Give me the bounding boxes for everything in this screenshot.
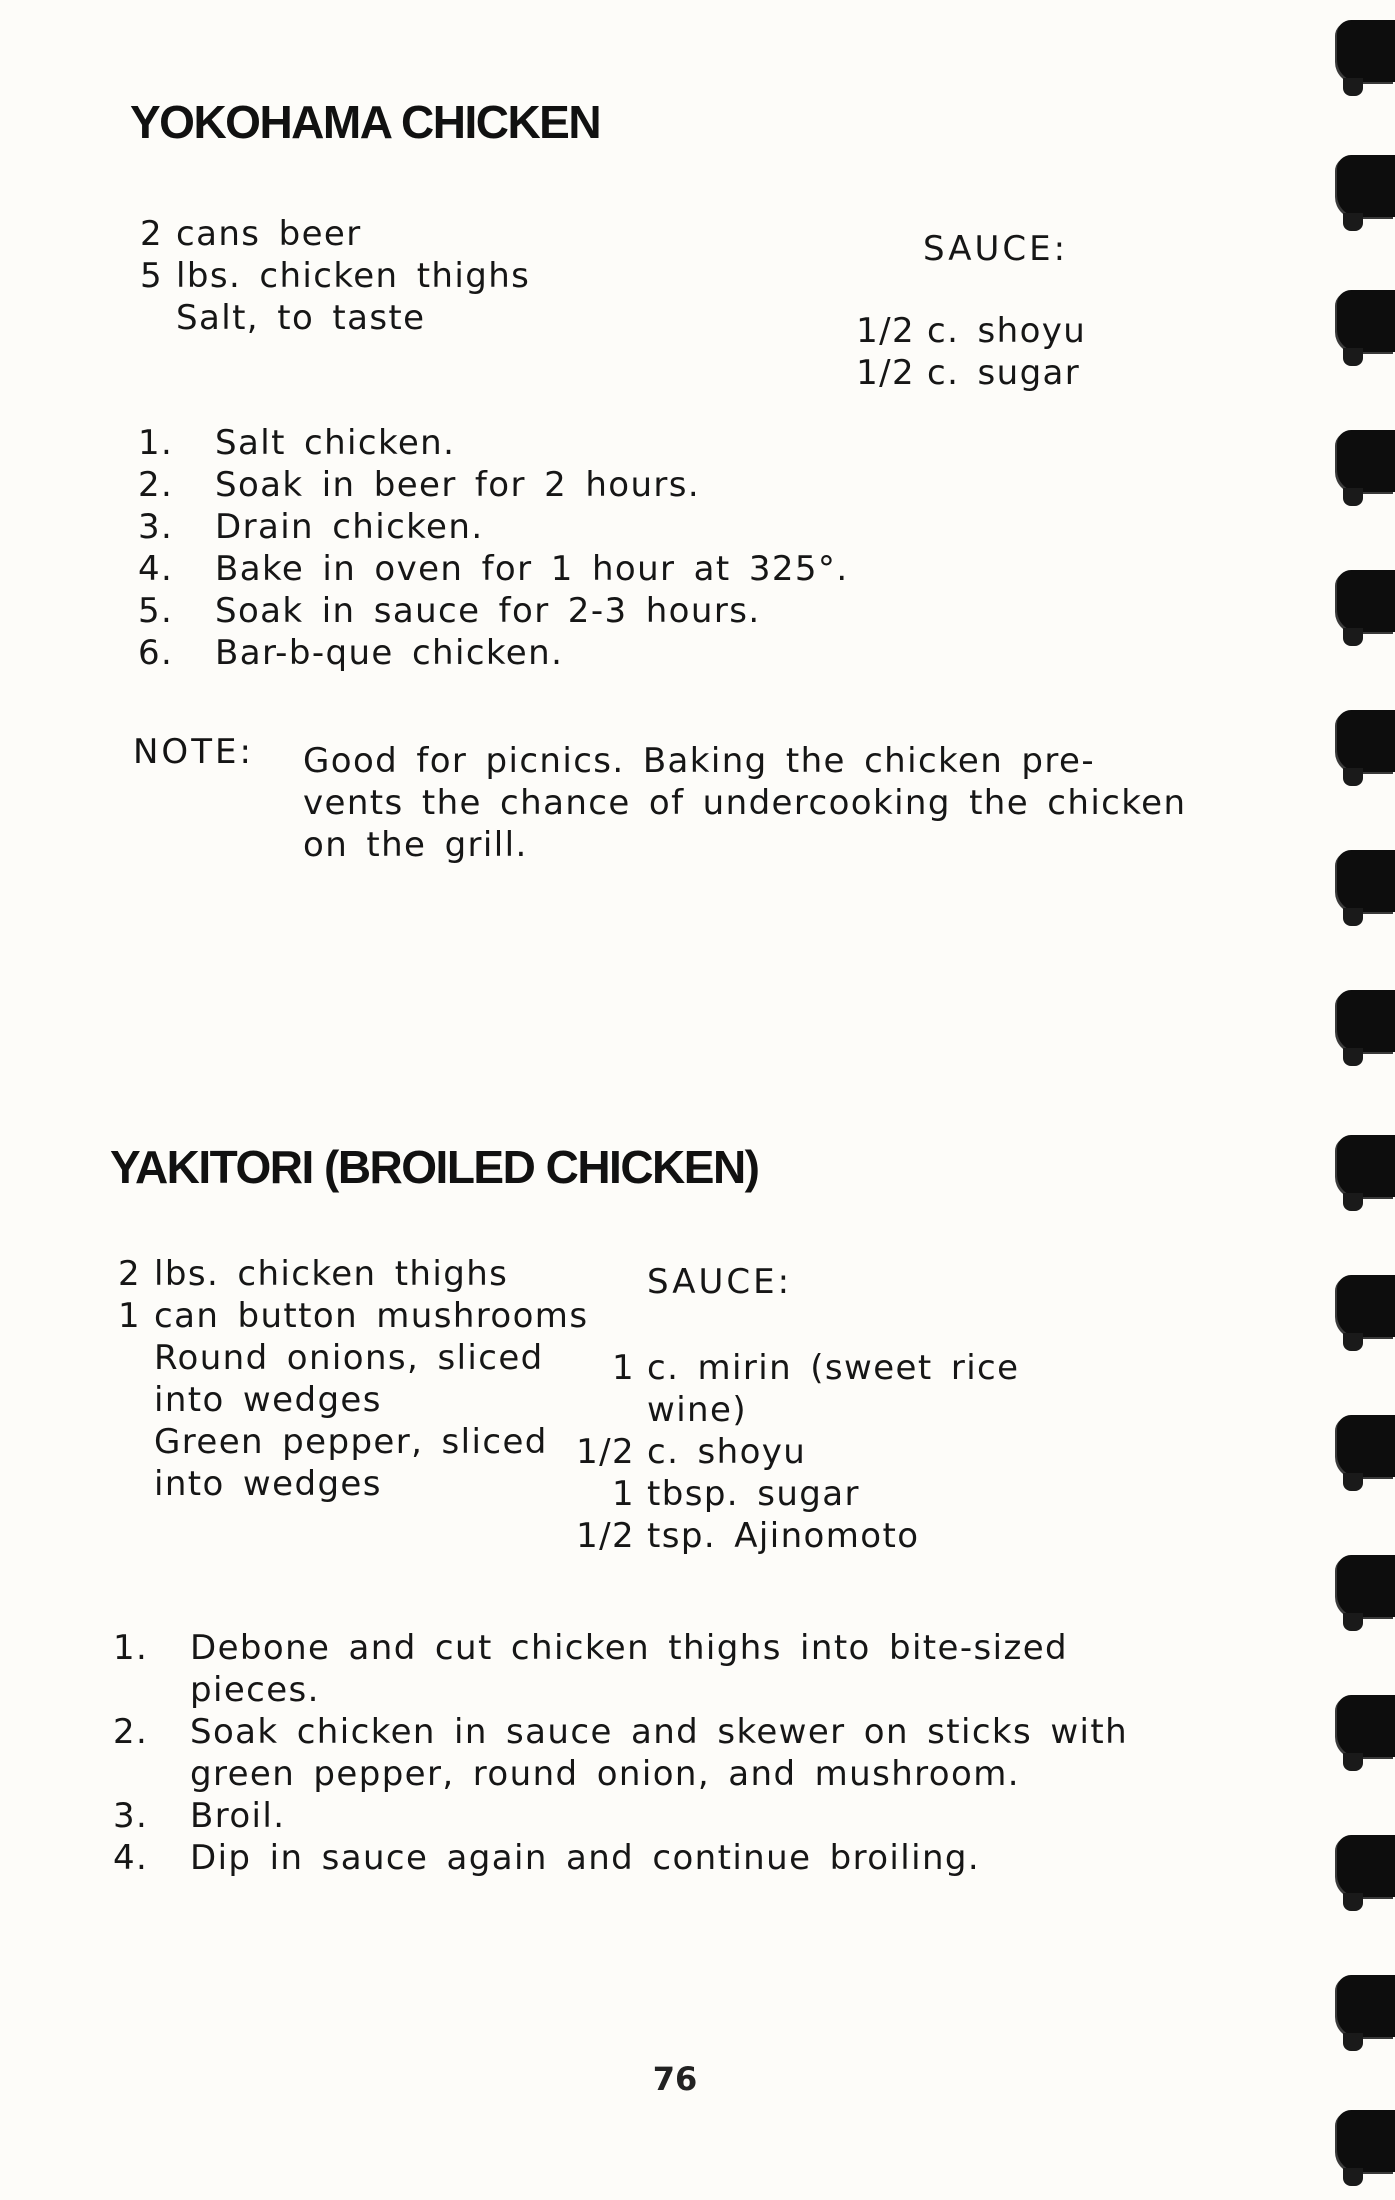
sauce-label: SAUCE: xyxy=(647,1262,793,1302)
ingredient-item: 2 lbs. chicken thighs xyxy=(118,1254,509,1294)
sauce-item: 1/2 c. shoyu xyxy=(856,311,1087,351)
instruction-list xyxy=(113,1627,1128,1879)
binding-ring xyxy=(1337,20,1395,82)
ingredient-list xyxy=(118,1253,588,1505)
instruction-step: 1. Debone and cut chicken thighs into bite-sized xyxy=(113,1628,1069,1668)
sauce-item: 1 c. mirin (sweet rice xyxy=(611,1348,1020,1388)
binding-ring xyxy=(1337,155,1395,217)
sauce-label: SAUCE: xyxy=(923,229,1069,269)
instruction-step: 6. Bar-b-que chicken. xyxy=(138,633,564,673)
sauce-item: 1/2 tsp. Ajinomoto xyxy=(576,1516,920,1556)
note-line: on the grill. xyxy=(303,825,528,865)
ingredient-item: Round onions, sliced xyxy=(154,1338,544,1378)
binding-ring xyxy=(1337,290,1395,352)
ingredient-list xyxy=(140,213,530,339)
ingredient-item: Salt, to taste xyxy=(176,298,426,338)
binding-ring xyxy=(1337,1415,1395,1477)
binding-ring xyxy=(1337,570,1395,632)
binding-ring xyxy=(1337,1555,1395,1617)
instruction-step: pieces. xyxy=(190,1670,320,1710)
note-line: vents the chance of undercooking the chicken xyxy=(303,783,1187,823)
instruction-step: 5. Soak in sauce for 2-3 hours. xyxy=(138,591,761,631)
note-text xyxy=(303,740,1186,866)
sauce-list xyxy=(840,310,1086,394)
ingredient-item: 5 lbs. chicken thighs xyxy=(140,256,531,296)
sauce-item: 1/2 c. shoyu xyxy=(576,1432,807,1472)
ingredient-item: 1 can button mushrooms xyxy=(118,1296,589,1336)
ingredient-item: 2 cans beer xyxy=(140,214,362,254)
binding-ring xyxy=(1337,1835,1395,1897)
binding-ring xyxy=(1337,1275,1395,1337)
ingredient-item: into wedges xyxy=(154,1464,382,1504)
instruction-step: 2. Soak in beer for 2 hours. xyxy=(138,465,701,505)
instruction-step: 1. Salt chicken. xyxy=(138,423,456,463)
ingredient-item: Green pepper, sliced xyxy=(154,1422,548,1462)
instruction-step: 4. Bake in oven for 1 hour at 325°. xyxy=(138,549,849,589)
instruction-step: 3. Broil. xyxy=(113,1796,286,1836)
sauce-item: wine) xyxy=(647,1390,747,1430)
binding-ring xyxy=(1337,1695,1395,1757)
instruction-step: 3. Drain chicken. xyxy=(138,507,484,547)
sauce-list xyxy=(560,1347,1019,1557)
instruction-step: green pepper, round onion, and mushroom. xyxy=(190,1754,1020,1794)
instruction-step: 2. Soak chicken in sauce and skewer on sticks with xyxy=(113,1712,1129,1752)
binding-ring xyxy=(1337,990,1395,1052)
instruction-list xyxy=(138,422,849,674)
instruction-step: 4. Dip in sauce again and continue broiling. xyxy=(113,1838,981,1878)
ingredient-item: into wedges xyxy=(154,1380,382,1420)
binding-ring xyxy=(1337,2110,1395,2172)
binding-ring xyxy=(1337,1135,1395,1197)
sauce-item: 1 tbsp. sugar xyxy=(611,1474,860,1514)
binding-ring xyxy=(1337,1975,1395,2037)
recipe-title-yokohama-chicken: YOKOHAMA CHICKEN xyxy=(130,96,601,148)
binding-ring xyxy=(1337,430,1395,492)
note-line: Good for picnics. Baking the chicken pre- xyxy=(303,741,1096,781)
binding-ring xyxy=(1337,850,1395,912)
binding-ring xyxy=(1337,710,1395,772)
recipe-title-yakitori: YAKITORI (BROILED CHICKEN) xyxy=(110,1141,759,1193)
sauce-item: 1/2 c. sugar xyxy=(856,353,1081,393)
spiral-binding xyxy=(1325,0,1395,2200)
note-label: NOTE: xyxy=(133,732,254,772)
page-number: 76 xyxy=(652,2060,698,2098)
